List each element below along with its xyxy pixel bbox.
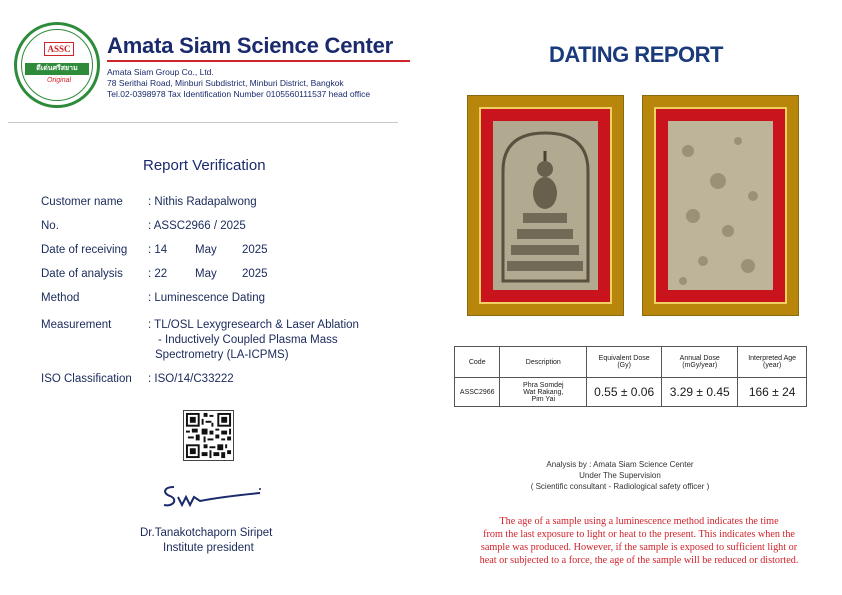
- note-line2: from the last exposure to light or heat to the present. This indicates when the: [483, 529, 795, 540]
- analysis-consultant: ( Scientific consultant - Radiological safety officer ): [530, 482, 710, 491]
- company-logo: [14, 22, 100, 108]
- cell-interpreted-age: 166 ± 24: [738, 378, 807, 407]
- cell-desc-line1: Phra Somdej: [523, 381, 564, 389]
- company-address: 78 Serithai Road, Minburi Subdistrict, Minburi District, Bangkok: [107, 78, 344, 88]
- cell-desc-line2: Wat Rakang,: [523, 388, 564, 396]
- amulet-front-image: [493, 121, 598, 290]
- value-method: : Luminescence Dating: [148, 292, 265, 304]
- header-age-label: Interpreted Age: [748, 355, 797, 362]
- analysis-by: Analysis by : Amata Siam Science Center: [546, 460, 694, 469]
- note-line4: heat or subjected to a force, the age of the sample will be reduced or distorted.: [479, 555, 799, 566]
- cell-equivalent-dose: 0.55 ± 0.06: [587, 378, 662, 407]
- note-line3: sample was produced. However, if the sample is exposed to sufficient light or: [480, 542, 798, 553]
- value-date-analysis-year: 2025: [242, 268, 268, 280]
- header-code: Code: [455, 347, 500, 378]
- header-age-unit: (year): [762, 362, 782, 369]
- value-customer: : Nithis Radapalwong: [148, 196, 257, 208]
- signatory-role: Institute president: [163, 542, 254, 554]
- table-header-row: [455, 347, 807, 378]
- label-number: No.: [41, 220, 59, 232]
- analysis-supervision: Under The Supervision: [579, 471, 661, 480]
- label-iso: ISO Classification: [41, 373, 132, 385]
- table-row: [455, 378, 807, 407]
- header-annual-dose-unit: (mGy/year): [682, 362, 718, 369]
- label-method: Method: [41, 292, 80, 304]
- company-contact: Tel.02-0398978 Tax Identification Number 0105560111537 head office: [107, 89, 371, 99]
- label-customer: Customer name: [41, 196, 123, 208]
- value-measurement-line3: Spectrometry (LA-ICPMS): [155, 349, 289, 361]
- company-name: Amata Siam Science Center: [107, 33, 394, 58]
- value-measurement-line2: - Inductively Coupled Plasma Mass: [158, 334, 338, 346]
- value-date-receiving-month: May: [195, 244, 217, 256]
- cell-desc-line3: Pim Yai: [531, 395, 556, 403]
- value-iso: : ISO/14/C33222: [148, 373, 234, 385]
- amulet-back-image: [668, 121, 773, 290]
- company-group: Amata Siam Group Co., Ltd.: [107, 67, 214, 77]
- logo-mark: ASSC: [44, 42, 74, 56]
- label-date-analysis: Date of analysis: [41, 268, 123, 280]
- header-annual-dose: [662, 347, 738, 378]
- header-annual-dose-label: Annual Dose: [679, 355, 720, 362]
- header-eq-dose-label: Equivalent Dose: [598, 355, 650, 362]
- qr-code-icon: [184, 411, 233, 460]
- header-equivalent-dose: [587, 347, 662, 378]
- cell-annual-dose: 3.29 ± 0.45: [662, 378, 738, 407]
- label-date-receiving: Date of receiving: [41, 244, 128, 256]
- value-number: : ASSC2966 / 2025: [148, 220, 246, 232]
- dating-results-table: [454, 346, 807, 407]
- value-date-receiving-year: 2025: [242, 244, 268, 256]
- logo-band: ดีเด่นศรีสยาม: [25, 63, 89, 75]
- value-date-analysis-day: : 22: [148, 268, 168, 280]
- value-date-receiving-day: : 14: [148, 244, 168, 256]
- signature-mark: [160, 483, 270, 513]
- label-measurement: Measurement: [41, 319, 112, 331]
- company-underline: [107, 60, 410, 62]
- report-title: DATING REPORT: [549, 42, 723, 67]
- header-eq-dose-unit: (Gy): [617, 362, 631, 369]
- header-description: Description: [500, 347, 587, 378]
- header-interpreted-age: [738, 347, 807, 378]
- cell-code: ASSC2966: [455, 378, 500, 407]
- qr-code[interactable]: [183, 410, 234, 461]
- value-date-analysis-month: May: [195, 268, 217, 280]
- logo-original: Original: [46, 77, 72, 84]
- cell-description: [500, 378, 587, 407]
- verification-title: Report Verification: [143, 157, 266, 174]
- amulet-front-frame: [468, 96, 623, 315]
- header-divider: [8, 122, 398, 123]
- signatory-name: Dr.Tanakotchaporn Siripet: [140, 527, 273, 539]
- note-line1: The age of a sample using a luminescence method indicates the time: [499, 516, 779, 527]
- amulet-back-frame: [643, 96, 798, 315]
- value-measurement: : TL/OSL Lexygresearch & Laser Ablation: [148, 319, 359, 331]
